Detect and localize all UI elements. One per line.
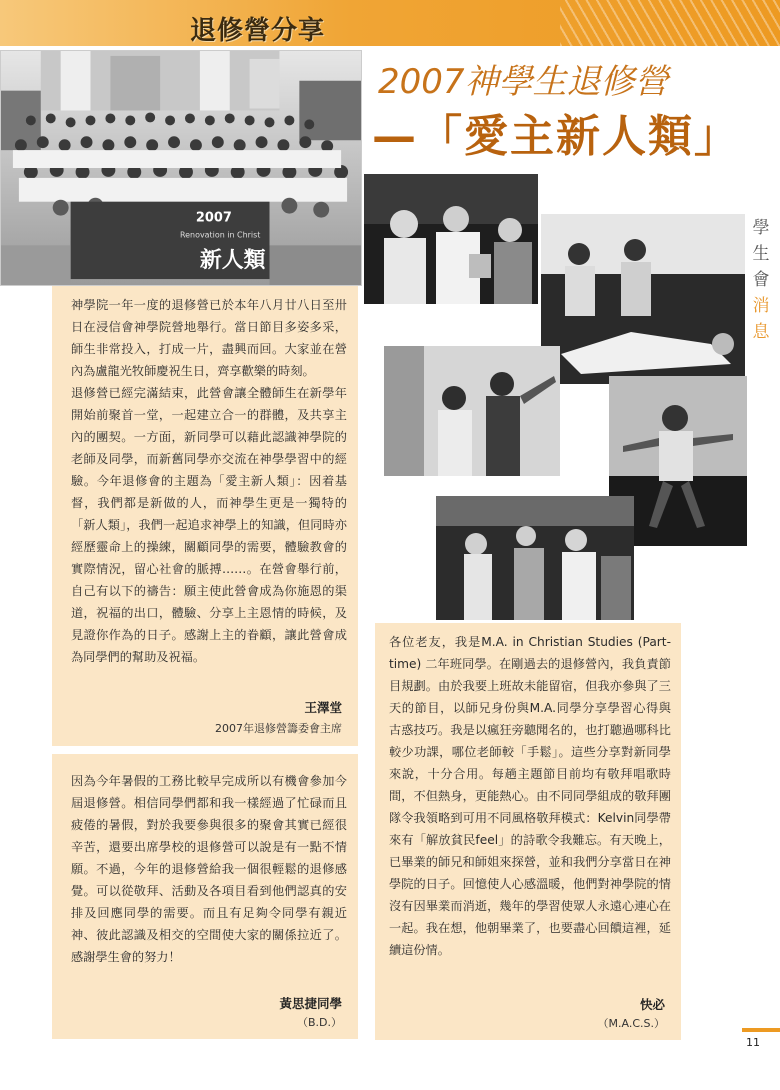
author-role: （B.D.） xyxy=(296,1016,342,1029)
banner-slogan: Renovation in Christ xyxy=(180,230,261,240)
author-role: 2007年退修營籌委會主席 xyxy=(215,722,342,735)
paragraph-body: 退修營已經完滿結束，此營會讓全體師生在新學年開始前聚首一堂，一起建立合一的群體，及共享主內的團契。一方面，新同學可以藉此認識神學院的老師及同學，而新舊同學亦交流在神學學習中的經驗。今年退修會的主題為「愛主新人類」：因着基督，我們都是新做的人，而神學生更是一獨特的「新人類」，我們一起追求神學上的知識，但同時亦經歷靈命上的操練，關顧同學的需要，體驗教會的實際情況，留心社會的脈搏……。在營會舉行前，自己有以下的禱告：願主使此營會成為你施恩的渠道，祝福的出口，體驗、分享上主恩情的時候，及見證你作為的日子。感謝上主的眷顧，讓此營會成為同學們的幫助及祝福。 xyxy=(71,386,347,664)
page-number-rule xyxy=(742,1028,780,1032)
banner-title: 新人類 xyxy=(199,248,266,274)
paragraph-intro: 神學院一年一度的退修營已於本年八月廿八日至卅日在浸信會神學院營地舉行。當日節目多姿多采，師生非常投入，打成一片，盡興而回。大家並在營內為盧龍光牧師慶祝生日，齊享歡樂的時刻。 xyxy=(71,298,347,378)
article-section-chairman xyxy=(52,286,358,746)
photo-circle-prayer xyxy=(436,496,634,620)
article-subtitle: —「愛主新人類」 xyxy=(372,111,740,162)
photo-singing xyxy=(364,174,538,304)
author-name: 王澤堂 xyxy=(304,700,342,715)
article-title: 2007神學生退修營 xyxy=(378,62,669,102)
header-bar xyxy=(0,0,780,46)
group-photo xyxy=(0,50,362,286)
banner-year: 2007 xyxy=(195,210,232,226)
author-name: 快必 xyxy=(639,997,665,1012)
article-section-student-macs xyxy=(375,623,681,1040)
side-section-label: 學 生 會 消 息 xyxy=(752,218,770,342)
photo-performance xyxy=(541,214,745,384)
author-role: （M.A.C.S.） xyxy=(597,1017,665,1030)
author-name: 黃思捷同學 xyxy=(279,996,342,1011)
photo-game xyxy=(384,346,560,476)
article-section-student-bd xyxy=(52,754,358,1039)
paragraph-body: 因為今年暑假的工務比較早完成所以有機會參加今屆退修營。相信同學們都和我一樣經過了忙碌而且疲倦的暑假，對於我要參與很多的聚會其實已經很辛苦，還要出席學校的退修營可以說是有一點不情願。不過，今年的退修營給我一個很輕鬆的退修感覺。可以從敬拜、活動及各項目看到他們認真的安排及回應同學的需要。而且有足夠令同學有親近神、彼此認識及相交的空間使大家的關係拉近了。感謝學生會的努力！ xyxy=(71,774,347,964)
paragraph-body: 各位老友，我是M.A. in Christian Studies (Part-time) 二年班同學。在剛過去的退修營內，我負責節目規劃。由於我要上班故未能留宿，但我亦參與了三天的節目，以師兄身份與M.A.同學分享學習心得與古惑技巧。我是以瘋狂旁聽聞名的，也打聽過哪科比較少功課，哪位老師較「手鬆」。這些分享對新同學來說，十分合用。每趟主題節目前均有敬拜唱歌時間，不但熱身，更能熱心。由不同同學組成的敬拜團隊令我領略到可用不同風格敬拜模式：Kelvin同學帶來有「解放貧民feel」的詩歌令我難忘。有天晚上，已畢業的師兄和師姐來探營，並和我們分享當日在神學院的日子。回憶使人心感溫暖，他們對神學院的情沒有因畢業而消逝，幾年的學習使眾人永遠心連心在一起。我在想，他朝畢業了，也要盡心回饋這裡，延續這份情。 xyxy=(389,635,671,957)
page-number: 11 xyxy=(746,1036,760,1049)
section-header-title: 退修營分享 xyxy=(190,16,326,46)
